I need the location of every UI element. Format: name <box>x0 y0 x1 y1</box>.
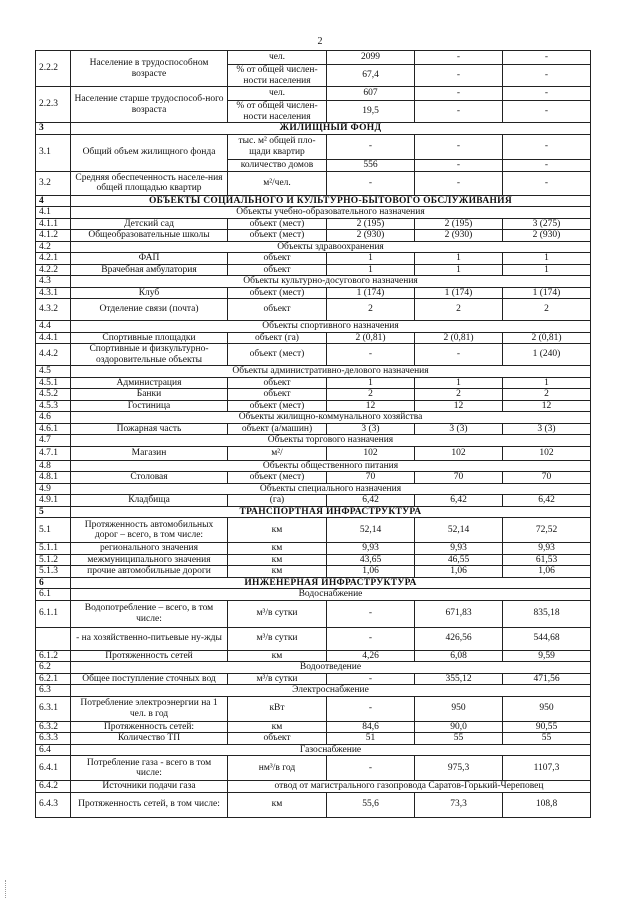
table-row <box>36 171 591 195</box>
value-first-stage: 73,3 <box>415 792 503 817</box>
subsection-row <box>36 685 591 697</box>
value-first-stage: 1 (174) <box>415 287 503 299</box>
row-number: 2.2.2 <box>36 51 71 87</box>
indicator-name: Потребление электроэнергии на 1 чел. в год <box>71 696 228 721</box>
unit: нм³/в год <box>228 756 327 781</box>
row-number: 4 <box>36 195 71 207</box>
indicator-name: Банки <box>71 389 228 401</box>
value-estimated: - <box>503 51 591 65</box>
table-row <box>36 377 591 389</box>
subsection-title: Объекты учебно-образовательного назначения <box>71 207 591 219</box>
row-number: 4.5 <box>36 366 71 378</box>
page-number: 2 <box>317 36 323 47</box>
value-estimated: - <box>503 65 591 87</box>
value-first-stage: 3 (3) <box>415 423 503 435</box>
unit: % от общей числен-ности населения <box>228 65 327 87</box>
value-first-stage: - <box>415 159 503 171</box>
value-current: - <box>327 627 415 650</box>
value-estimated: 61,53 <box>503 554 591 566</box>
unit: объект (мест) <box>228 472 327 484</box>
table-row <box>36 287 591 299</box>
value-first-stage: 426,56 <box>415 627 503 650</box>
value-current: 1 <box>327 253 415 265</box>
value-first-stage: 2 (195) <box>415 218 503 230</box>
value-first-stage: - <box>415 87 503 101</box>
value-first-stage: - <box>415 101 503 123</box>
value-first-stage: 1 <box>415 253 503 265</box>
row-number: 6.3.1 <box>36 696 71 721</box>
indicator-name: прочие автомобильные дороги <box>71 566 228 578</box>
value-estimated: 1 <box>503 377 591 389</box>
row-number: 4.3.2 <box>36 299 71 321</box>
value-first-stage: 46,55 <box>415 554 503 566</box>
value-estimated: - <box>503 87 591 101</box>
value-estimated: 1 <box>503 264 591 276</box>
value-first-stage: - <box>415 134 503 159</box>
section-title: ТРАНСПОРТНАЯ ИНФРАСТРУКТУРА <box>71 506 591 518</box>
row-number: 2.2.3 <box>36 87 71 123</box>
value-estimated: 90,55 <box>503 721 591 733</box>
section-title: ОБЪЕКТЫ СОЦИАЛЬНОГО И КУЛЬТУРНО-БЫТОВОГО ОБСЛУЖИВАНИЯ <box>71 195 591 207</box>
value-current: 67,4 <box>327 65 415 87</box>
unit: объект <box>228 733 327 745</box>
subsection-title: Объекты спортивного назначения <box>71 321 591 333</box>
value-first-stage: 671,83 <box>415 600 503 627</box>
unit: тыс. м² общей пло-щади квартир <box>228 134 327 159</box>
table-row <box>36 230 591 242</box>
value-estimated: 835,18 <box>503 600 591 627</box>
subsection-title: Объекты административно-делового назначения <box>71 366 591 378</box>
indicator-name: ФАП <box>71 253 228 265</box>
value-estimated: 1107,3 <box>503 756 591 781</box>
value-current: 1 <box>327 264 415 276</box>
table-row <box>36 332 591 344</box>
value-current: 1,06 <box>327 566 415 578</box>
value-estimated: 2 (930) <box>503 230 591 242</box>
section-row <box>36 577 591 589</box>
value-current: 3 (3) <box>327 423 415 435</box>
section-row <box>36 506 591 518</box>
value-first-stage: 90,0 <box>415 721 503 733</box>
merged-value: отвод от магистрального газопровода Саратов-Горький-Череповец <box>228 781 591 793</box>
value-estimated: - <box>503 171 591 195</box>
value-current: 2 (0,81) <box>327 332 415 344</box>
row-number: 4.1 <box>36 207 71 219</box>
value-first-stage: 1 <box>415 264 503 276</box>
value-current: 1 (174) <box>327 287 415 299</box>
value-first-stage: - <box>415 51 503 65</box>
row-number: 6.1.1 <box>36 600 71 627</box>
subsection-title: Объекты торгового назначения <box>71 435 591 447</box>
value-current: 2 (930) <box>327 230 415 242</box>
value-current: - <box>327 673 415 685</box>
indicator-name: Общий объем жилищного фонда <box>71 134 228 171</box>
subsection-row <box>36 589 591 601</box>
row-number: 6.3 <box>36 685 71 697</box>
value-current: 12 <box>327 400 415 412</box>
value-estimated: 9,93 <box>503 543 591 555</box>
indicator-name: Источники подачи газа <box>71 781 228 793</box>
indicator-name: межмуниципального значения <box>71 554 228 566</box>
table-row <box>36 566 591 578</box>
indicator-name: Протяженность сетей <box>71 650 228 662</box>
row-number: 4.2.2 <box>36 264 71 276</box>
value-first-stage: 6,42 <box>415 495 503 507</box>
unit: объект (мест) <box>228 287 327 299</box>
value-first-stage: 55 <box>415 733 503 745</box>
row-number: 6.1 <box>36 589 71 601</box>
row-number: 4.1.1 <box>36 218 71 230</box>
unit: км <box>228 792 327 817</box>
subsection-title: Водоотведение <box>71 662 591 674</box>
table-row <box>36 87 591 101</box>
row-number: 6.3.3 <box>36 733 71 745</box>
value-current: 51 <box>327 733 415 745</box>
row-number <box>36 627 71 650</box>
value-first-stage: 2 <box>415 299 503 321</box>
row-number: 6.4.3 <box>36 792 71 817</box>
table-row <box>36 781 591 793</box>
value-estimated: 72,52 <box>503 518 591 543</box>
table-row <box>36 554 591 566</box>
table-row <box>36 344 591 366</box>
table-row <box>36 518 591 543</box>
unit: объект <box>228 253 327 265</box>
value-estimated: 2 <box>503 299 591 321</box>
unit: км <box>228 554 327 566</box>
subsection-row <box>36 321 591 333</box>
indicator-name: регионального значения <box>71 543 228 555</box>
indicators-table <box>35 50 591 818</box>
value-estimated: 1 (174) <box>503 287 591 299</box>
row-number: 4.8.1 <box>36 472 71 484</box>
indicator-name: Количество ТП <box>71 733 228 745</box>
row-number: 6 <box>36 577 71 589</box>
scan-edge-mark <box>5 880 8 898</box>
value-estimated: - <box>503 159 591 171</box>
row-number: 6.2 <box>36 662 71 674</box>
row-number: 4.4.2 <box>36 344 71 366</box>
table-row <box>36 696 591 721</box>
subsection-row <box>36 483 591 495</box>
section-row <box>36 123 591 135</box>
value-current: 43,65 <box>327 554 415 566</box>
indicator-name: Протяженность сетей: <box>71 721 228 733</box>
row-number: 4.7 <box>36 435 71 447</box>
unit: объект (га) <box>228 332 327 344</box>
value-current: 9,93 <box>327 543 415 555</box>
value-first-stage: 1 <box>415 377 503 389</box>
unit: объект (мест) <box>228 344 327 366</box>
row-number: 4.6 <box>36 412 71 424</box>
subsection-row <box>36 662 591 674</box>
value-first-stage: 6,08 <box>415 650 503 662</box>
subsection-row <box>36 207 591 219</box>
unit: км <box>228 650 327 662</box>
indicator-name: Отделение связи (почта) <box>71 299 228 321</box>
table-row <box>36 253 591 265</box>
value-current: - <box>327 600 415 627</box>
subsection-row <box>36 241 591 253</box>
value-current: 556 <box>327 159 415 171</box>
indicator-name: Общее поступление сточных вод <box>71 673 228 685</box>
table-row <box>36 218 591 230</box>
row-number: 3.1 <box>36 134 71 171</box>
value-current: - <box>327 344 415 366</box>
subsection-row <box>36 412 591 424</box>
value-estimated: 471,56 <box>503 673 591 685</box>
row-number: 4.8 <box>36 460 71 472</box>
subsection-title: Объекты здравоохранения <box>71 241 591 253</box>
subsection-title: Объекты жилищно-коммунального хозяйства <box>71 412 591 424</box>
unit: объект <box>228 299 327 321</box>
table-row <box>36 472 591 484</box>
table-row <box>36 446 591 460</box>
indicator-name: Гостиница <box>71 400 228 412</box>
indicator-name: Спортивные площадки <box>71 332 228 344</box>
row-number: 6.1.2 <box>36 650 71 662</box>
row-number: 5.1 <box>36 518 71 543</box>
table-row <box>36 495 591 507</box>
unit: (га) <box>228 495 327 507</box>
value-first-stage: 975,3 <box>415 756 503 781</box>
unit: м²/чел. <box>228 171 327 195</box>
row-number: 4.5.3 <box>36 400 71 412</box>
unit: м³/в сутки <box>228 673 327 685</box>
value-current: 2099 <box>327 51 415 65</box>
table-row <box>36 600 591 627</box>
value-estimated: 6,42 <box>503 495 591 507</box>
value-first-stage: 12 <box>415 400 503 412</box>
subsection-title: Объекты специального назначения <box>71 483 591 495</box>
table-row <box>36 389 591 401</box>
row-number: 6.3.2 <box>36 721 71 733</box>
value-first-stage: 1,06 <box>415 566 503 578</box>
unit: чел. <box>228 51 327 65</box>
indicator-name: Врачебная амбулатория <box>71 264 228 276</box>
subsection-title: Объекты общественного питания <box>71 460 591 472</box>
indicator-name: - на хозяйственно-питьевые ну-жды <box>71 627 228 650</box>
table-row <box>36 792 591 817</box>
unit: км <box>228 543 327 555</box>
row-number: 3 <box>36 123 71 135</box>
value-estimated: 544,68 <box>503 627 591 650</box>
value-first-stage: 102 <box>415 446 503 460</box>
row-number: 4.6.1 <box>36 423 71 435</box>
row-number: 4.1.2 <box>36 230 71 242</box>
subsection-row <box>36 744 591 756</box>
value-first-stage: 355,12 <box>415 673 503 685</box>
indicator-name: Водопотребление – всего, в том числе: <box>71 600 228 627</box>
unit: объект (мест) <box>228 218 327 230</box>
value-current: 102 <box>327 446 415 460</box>
row-number: 5.1.3 <box>36 566 71 578</box>
value-current: 2 <box>327 389 415 401</box>
unit: % от общей числен-ности населения <box>228 101 327 123</box>
row-number: 5 <box>36 506 71 518</box>
subsection-title: Электроснабжение <box>71 685 591 697</box>
value-estimated: 1 <box>503 253 591 265</box>
value-first-stage: - <box>415 65 503 87</box>
unit: кВт <box>228 696 327 721</box>
value-estimated: 102 <box>503 446 591 460</box>
value-current: 52,14 <box>327 518 415 543</box>
value-first-stage: 2 (930) <box>415 230 503 242</box>
table-row <box>36 756 591 781</box>
row-number: 3.2 <box>36 171 71 195</box>
unit: км <box>228 518 327 543</box>
row-number: 4.3 <box>36 276 71 288</box>
value-current: 19,5 <box>327 101 415 123</box>
subsection-row <box>36 366 591 378</box>
value-estimated: 3 (3) <box>503 423 591 435</box>
indicator-name: Потребление газа - всего в том числе: <box>71 756 228 781</box>
value-estimated: 70 <box>503 472 591 484</box>
indicator-name: Администрация <box>71 377 228 389</box>
row-number: 6.4.2 <box>36 781 71 793</box>
row-number: 5.1.1 <box>36 543 71 555</box>
row-number: 5.1.2 <box>36 554 71 566</box>
row-number: 6.4.1 <box>36 756 71 781</box>
value-current: 2 <box>327 299 415 321</box>
table-row <box>36 423 591 435</box>
value-current: 1 <box>327 377 415 389</box>
value-first-stage: - <box>415 344 503 366</box>
value-first-stage: 52,14 <box>415 518 503 543</box>
table-row <box>36 721 591 733</box>
subsection-row <box>36 276 591 288</box>
table-row <box>36 264 591 276</box>
row-number: 6.2.1 <box>36 673 71 685</box>
value-estimated: 950 <box>503 696 591 721</box>
unit: км <box>228 566 327 578</box>
value-current: - <box>327 696 415 721</box>
value-current: 55,6 <box>327 792 415 817</box>
indicator-name: Население старше трудоспособ-ного возраста <box>71 87 228 123</box>
section-row <box>36 195 591 207</box>
unit: количество домов <box>228 159 327 171</box>
unit: м²/ <box>228 446 327 460</box>
value-estimated: 1,06 <box>503 566 591 578</box>
row-number: 4.4 <box>36 321 71 333</box>
value-current: 70 <box>327 472 415 484</box>
unit: чел. <box>228 87 327 101</box>
value-first-stage: 9,93 <box>415 543 503 555</box>
value-estimated: 2 (0,81) <box>503 332 591 344</box>
indicator-name: Пожарная часть <box>71 423 228 435</box>
value-current: 2 (195) <box>327 218 415 230</box>
value-estimated: 12 <box>503 400 591 412</box>
subsection-title: Водоснабжение <box>71 589 591 601</box>
value-estimated: 1 (240) <box>503 344 591 366</box>
value-estimated: - <box>503 134 591 159</box>
subsection-title: Объекты культурно-досугового назначения <box>71 276 591 288</box>
indicator-name: Средняя обеспеченность населе-ния общей площадью квартир <box>71 171 228 195</box>
unit: объект (мест) <box>228 400 327 412</box>
value-current: 84,6 <box>327 721 415 733</box>
table-row <box>36 299 591 321</box>
indicator-name: Магазин <box>71 446 228 460</box>
value-first-stage: 2 <box>415 389 503 401</box>
indicator-name: Общеобразовательные школы <box>71 230 228 242</box>
section-title: ЖИЛИЩНЫЙ ФОНД <box>71 123 591 135</box>
indicator-name: Детский сад <box>71 218 228 230</box>
unit: объект (а/машин) <box>228 423 327 435</box>
value-current: - <box>327 756 415 781</box>
unit: км <box>228 721 327 733</box>
table-row <box>36 627 591 650</box>
value-current: - <box>327 171 415 195</box>
unit: объект <box>228 377 327 389</box>
row-number: 4.3.1 <box>36 287 71 299</box>
value-estimated: 108,8 <box>503 792 591 817</box>
subsection-title: Газоснабжение <box>71 744 591 756</box>
row-number: 4.9 <box>36 483 71 495</box>
value-estimated: 3 (275) <box>503 218 591 230</box>
value-first-stage: - <box>415 171 503 195</box>
table-row <box>36 543 591 555</box>
unit: объект <box>228 264 327 276</box>
value-estimated: - <box>503 101 591 123</box>
row-number: 4.9.1 <box>36 495 71 507</box>
value-estimated: 9,59 <box>503 650 591 662</box>
value-first-stage: 950 <box>415 696 503 721</box>
indicator-name: Протяженность автомобильных дорог – всего, в том числе: <box>71 518 228 543</box>
table-row <box>36 733 591 745</box>
indicator-name: Спортивные и физкультурно-оздоровительные объекты <box>71 344 228 366</box>
unit: объект <box>228 389 327 401</box>
table-row <box>36 400 591 412</box>
value-current: 607 <box>327 87 415 101</box>
indicator-name: Клуб <box>71 287 228 299</box>
table-row <box>36 134 591 159</box>
subsection-row <box>36 435 591 447</box>
value-first-stage: 70 <box>415 472 503 484</box>
unit: м³/в сутки <box>228 600 327 627</box>
table-row <box>36 650 591 662</box>
value-estimated: 55 <box>503 733 591 745</box>
section-title: ИНЖЕНЕРНАЯ ИНФРАСТРУКТУРА <box>71 577 591 589</box>
value-estimated: 2 <box>503 389 591 401</box>
value-current: 6,42 <box>327 495 415 507</box>
row-number: 6.4 <box>36 744 71 756</box>
row-number: 4.5.1 <box>36 377 71 389</box>
row-number: 4.7.1 <box>36 446 71 460</box>
value-first-stage: 2 (0,81) <box>415 332 503 344</box>
row-number: 4.5.2 <box>36 389 71 401</box>
row-number: 4.4.1 <box>36 332 71 344</box>
table-row <box>36 673 591 685</box>
indicator-name: Кладбища <box>71 495 228 507</box>
unit: м³/в сутки <box>228 627 327 650</box>
value-current: - <box>327 134 415 159</box>
table-row <box>36 51 591 65</box>
value-current: 4,26 <box>327 650 415 662</box>
row-number: 4.2.1 <box>36 253 71 265</box>
unit: объект (мест) <box>228 230 327 242</box>
row-number: 4.2 <box>36 241 71 253</box>
subsection-row <box>36 460 591 472</box>
indicator-name: Столовая <box>71 472 228 484</box>
indicator-name: Население в трудоспособном возрасте <box>71 51 228 87</box>
indicator-name: Протяженность сетей, в том числе: <box>71 792 228 817</box>
